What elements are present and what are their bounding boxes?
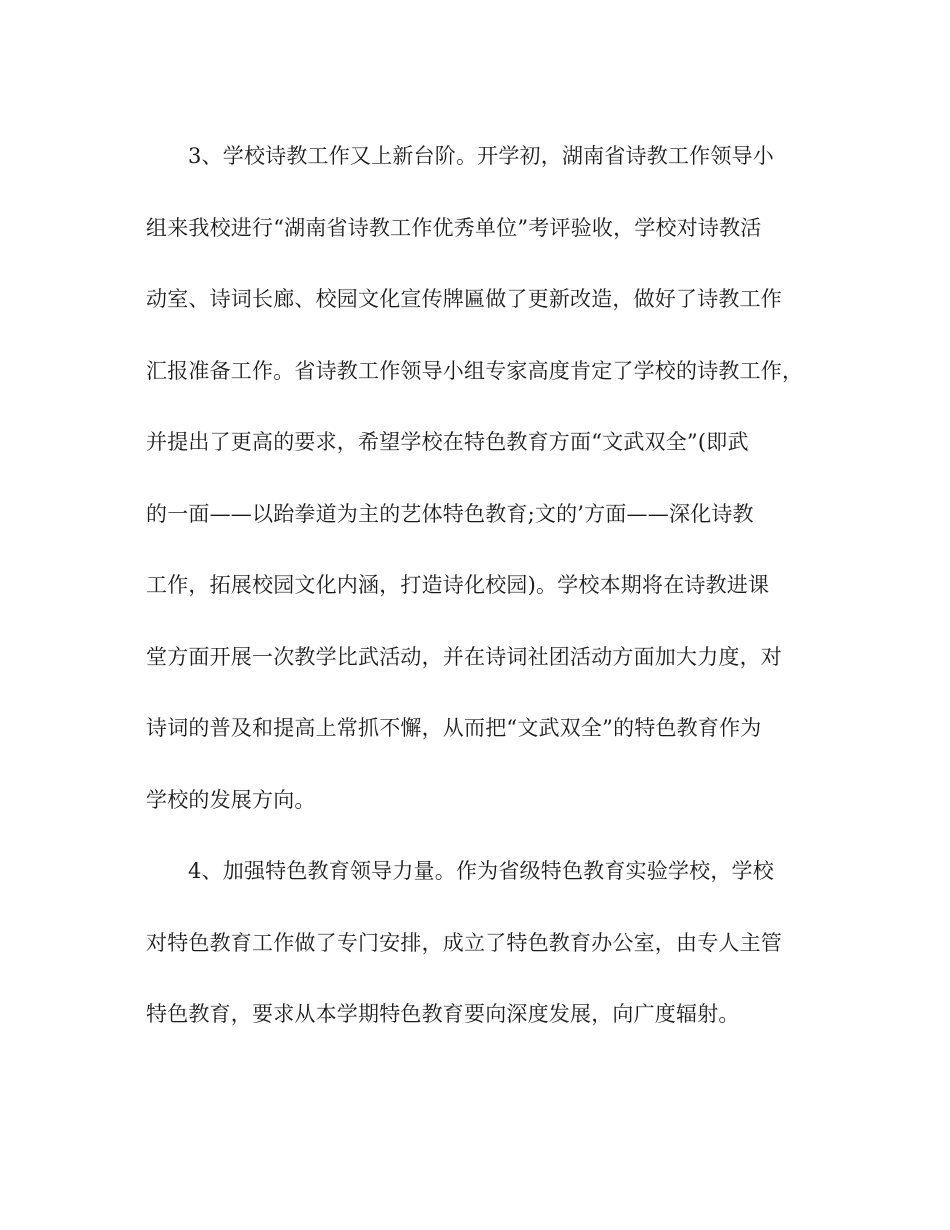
paragraph-3-line-5: 并提出了更高的要求，希望学校在特色教育方面“文武双全”(即武	[146, 430, 749, 454]
document-body	[146, 136, 816, 1066]
paragraph-4-line-1: 4、加强特色教育领导力量。作为省级特色教育实验学校，学校	[188, 859, 774, 883]
paragraph-3-line-1: 3、学校诗教工作又上新台阶。开学初，湖南省诗教工作领导小	[188, 144, 774, 168]
paragraph-3-line-8: 堂方面开展一次教学比武活动，并在诗词社团活动方面加大力度，对	[146, 644, 782, 669]
paragraph-3-line-9: 诗词的普及和提高上常抓不懈，从而把“文武双全”的特色教育作为	[146, 716, 762, 740]
paragraph-3-line-7: 工作，拓展校园文化内涵，打造诗化校园)。学校本期将在诗教进课	[146, 573, 770, 597]
paragraph-4-line-2: 对特色教育工作做了专门安排，成立了特色教育办公室，由专人主管	[146, 930, 782, 955]
paragraph-3-line-6: 的一面——以跆拳道为主的艺体特色教育;文的’方面——深化诗教	[146, 501, 754, 526]
paragraph-3-line-3: 动室、诗词长廊、校园文化宣传牌匾做了更新改造，做好了诗教工作	[146, 287, 782, 311]
paragraph-3-line-10: 学校的发展方向。	[146, 787, 316, 812]
paragraph-3-line-2: 组来我校进行“湖南省诗教工作优秀单位”考评验收，学校对诗教活	[146, 215, 762, 240]
paragraph-4-line-3: 特色教育，要求从本学期特色教育要向深度发展，向广度辐射。	[146, 1002, 740, 1026]
paragraph-3-line-4: 汇报准备工作。省诗教工作领导小组专家高度肯定了学校的诗教工作，	[146, 358, 804, 383]
